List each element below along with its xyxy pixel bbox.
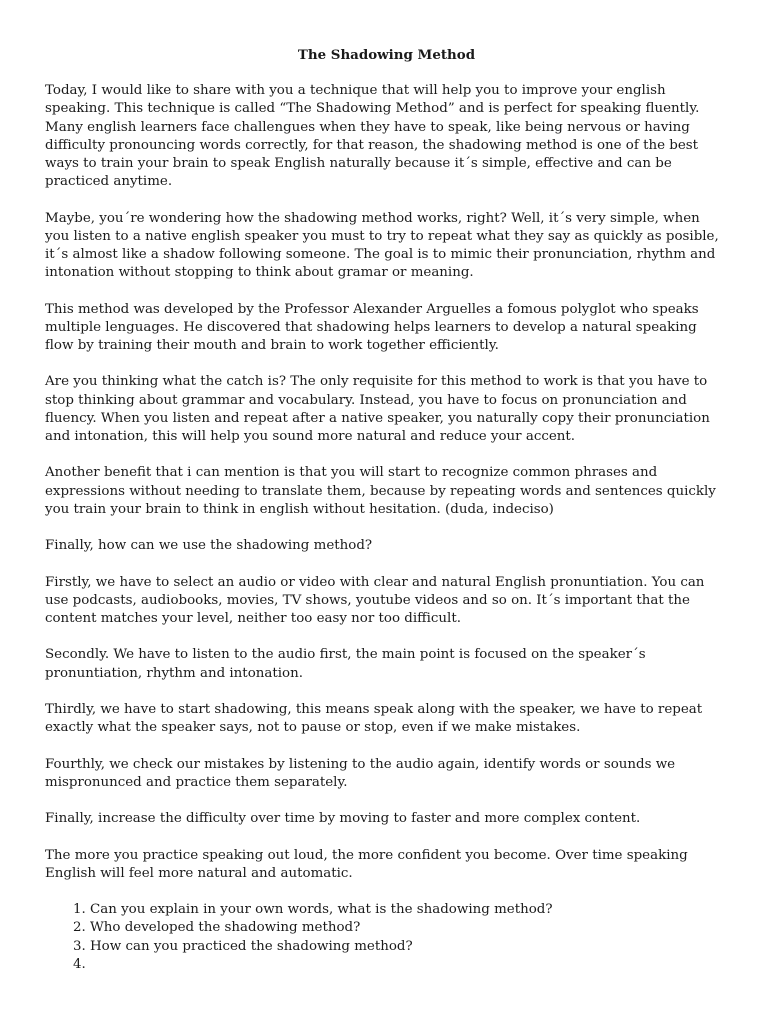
question-item: 1. Can you explain in your own words, what is the shadowing method? — [90, 901, 728, 919]
document-title: The Shadowing Method — [297, 47, 476, 63]
paragraph-step-final: Finally, increase the difficulty over time by moving to faster and more complex content. — [45, 811, 641, 827]
paragraph-origin: This method was developed by the Professor Alexander Arguelles a fomous polyglot who speaks multiple lenguages. He discovered that shadowing helps learners to develop a natural speaking flow by training their mouth and brain to work together efficiently. — [45, 301, 699, 354]
paragraph-how-it-works: Maybe, you´re wondering how the shadowing method works, right? Well, it´s very simple, when you listen to a native english speaker you must to try to repeat what they say as quickly as posible, it´s almost like a shadow following someone. The goal is to mimic their pronunciation, rhythm and intonation without stopping to think about gramar or meaning. — [45, 210, 719, 281]
paragraph-conclusion: The more you practice speaking out loud, the more confident you become. Over time speaking English will feel more natural and automatic. — [45, 847, 688, 881]
question-item: 3. How can you practiced the shadowing method? — [90, 938, 728, 956]
paragraph-step-first: Firstly, we have to select an audio or video with clear and natural English pronuntiation. You can use podcasts, audiobooks, movies, TV shows, youtube videos and so on. It´s important that the content matches your level, neither too easy nor too difficult. — [45, 574, 705, 626]
paragraph-step-second: Secondly. We have to listen to the audio first, the main point is focused on the speaker´s pronuntiation, rhythm and intonation. — [45, 647, 646, 681]
paragraph-step-fourth: Fourthly, we check our mistakes by listening to the audio again, identify words or sounds we mispronunced and practice them separately. — [45, 756, 676, 790]
question-item: 2. Who developed the shadowing method? — [90, 919, 728, 937]
paragraph-intro: Today, I would like to share with you a technique that will help you to improve your english speaking. This technique is called “The Shadowing Method” and is perfect for speaking fluently. Many english learners face challengues when they have to speak, like being nervous or having difficulty pronouncing words correctly, for that reason, the shadowing method is one of the best ways to train your brain to speak English naturally because it´s simple, effective and can be practiced anytime. — [45, 83, 700, 190]
paragraph-how-to-use: Finally, how can we use the shadowing method? — [45, 538, 373, 554]
paragraph-step-third: Thirdly, we have to start shadowing, this means speak along with the speaker, we have to repeat exactly what the speaker says, not to pause or stop, even if we make mistakes. — [45, 701, 703, 736]
question-item — [90, 956, 728, 974]
paragraph-catch: Are you thinking what the catch is? The only requisite for this method to work is that you have to stop thinking about grammar and vocabulary. Instead, you have to focus on pronunciation and fluency. When you listen and repeat after a native speaker, you naturally copy their pronunciation and intonation, this will help you sound more natural and reduce your accent. — [45, 374, 710, 445]
paragraph-benefit: Another benefit that i can mention is that you will start to recognize common phrases and expressions without needing to translate them, because by repeating words and sentences quickly you train your brain to think in english without hesitation. (duda, indeciso) — [45, 465, 716, 517]
questions-list — [45, 901, 728, 974]
